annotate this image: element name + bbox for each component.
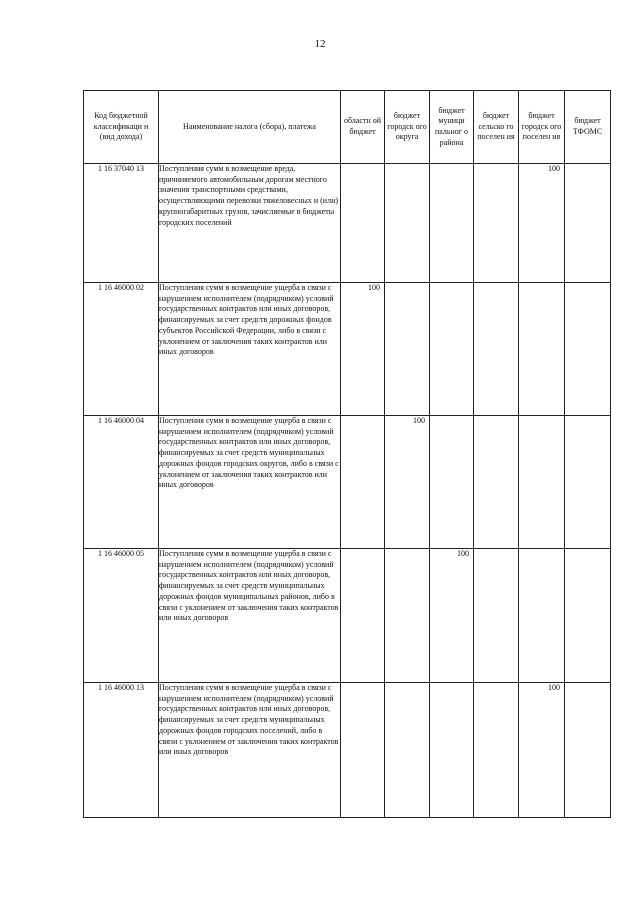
header-tfoms-budget: бюджет ТФОМС xyxy=(565,91,611,164)
cell-municipal-district xyxy=(430,683,474,818)
table-row xyxy=(84,283,611,416)
header-code: Код бюджетной классификаци и (вид дохода) xyxy=(84,91,159,164)
cell-oblast xyxy=(341,164,385,283)
row-code: 1 16 46000 05 xyxy=(84,549,159,683)
table-row xyxy=(84,416,611,549)
table-row xyxy=(84,164,611,283)
cell-municipal-district: 100 xyxy=(430,549,474,683)
cell-city-district xyxy=(385,283,430,416)
cell-urban-settlement: 100 xyxy=(519,683,565,818)
header-city-district-budget: бюджет городск ого округа xyxy=(385,91,430,164)
row-name: Поступления сумм в возмещение вреда, причиняемого автомобильным дорогам местного значения транспортными средствами, осуществляющими перевозки тяжеловесных и (или) крупногабаритных грузов, зачисляемые в бюджеты городских поселений xyxy=(159,164,341,283)
cell-oblast xyxy=(341,416,385,549)
cell-tfoms xyxy=(565,683,611,818)
header-municipal-district-budget: бюджет муници пальног о района xyxy=(430,91,474,164)
header-name: Наименование налога (сбора), платежа xyxy=(159,91,341,164)
cell-city-district: 100 xyxy=(385,416,430,549)
cell-municipal-district xyxy=(430,283,474,416)
page-number: 12 xyxy=(314,38,326,50)
cell-city-district xyxy=(385,164,430,283)
header-oblast-budget: областн ой бюджет xyxy=(341,91,385,164)
cell-rural-settlement xyxy=(474,549,519,683)
cell-rural-settlement xyxy=(474,283,519,416)
row-name: Поступления сумм в возмещение ущерба в связи с нарушением исполнителем (подрядчиком) условий государственных контрактов или иных договоров, финансируемых за счет средств муниципальных дорожных фондов городских округов, либо в связи с уклонением от заключения таких контрактов или иных договоров xyxy=(159,416,341,549)
row-name: Поступления сумм в возмещение ущерба в связи с нарушением исполнителем (подрядчиком) условий государственных контрактов или иных договоров, финансируемых за счет средств муниципальных дорожных фондов муниципальных районов, либо в связи с уклонением от заключения таких контрактов или иных договоров xyxy=(159,549,341,683)
row-code: 1 16 46000 04 xyxy=(84,416,159,549)
cell-municipal-district xyxy=(430,416,474,549)
cell-city-district xyxy=(385,683,430,818)
table-header-row xyxy=(84,91,611,164)
cell-tfoms xyxy=(565,283,611,416)
cell-rural-settlement xyxy=(474,416,519,549)
cell-urban-settlement xyxy=(519,283,565,416)
cell-urban-settlement xyxy=(519,416,565,549)
cell-oblast xyxy=(341,683,385,818)
cell-oblast xyxy=(341,549,385,683)
row-code: 1 16 46000 13 xyxy=(84,683,159,818)
header-rural-settlement-budget: бюджет сельско го поселен ия xyxy=(474,91,519,164)
cell-urban-settlement xyxy=(519,549,565,683)
cell-urban-settlement: 100 xyxy=(519,164,565,283)
table-row xyxy=(84,683,611,818)
header-urban-settlement-budget: бюджет городск ого поселен ия xyxy=(519,91,565,164)
cell-tfoms xyxy=(565,164,611,283)
row-name: Поступления сумм в возмещение ущерба в связи с нарушением исполнителем (подрядчиком) условий государственных контрактов или иных договоров, финансируемых за счет средств муниципальных дорожных фондов городских поселений, либо в связи с уклонением от заключения таких контрактов или иных договоров xyxy=(159,683,341,818)
cell-tfoms xyxy=(565,416,611,549)
cell-municipal-district xyxy=(430,164,474,283)
cell-tfoms xyxy=(565,549,611,683)
row-code: 1 16 46000 02 xyxy=(84,283,159,416)
cell-city-district xyxy=(385,549,430,683)
cell-rural-settlement xyxy=(474,683,519,818)
budget-classification-table xyxy=(83,90,611,818)
table-row xyxy=(84,549,611,683)
row-code: 1 16 37040 13 xyxy=(84,164,159,283)
row-name: Поступления сумм в возмещение ущерба в связи с нарушением исполнителем (подрядчиком) условий государственных контрактов или иных договоров, финансируемых за счет средств дорожных фондов субъектов Российской Федерации, либо в связи с уклонением от заключения таких контрактов или иных договоров xyxy=(159,283,341,416)
cell-rural-settlement xyxy=(474,164,519,283)
cell-oblast: 100 xyxy=(341,283,385,416)
